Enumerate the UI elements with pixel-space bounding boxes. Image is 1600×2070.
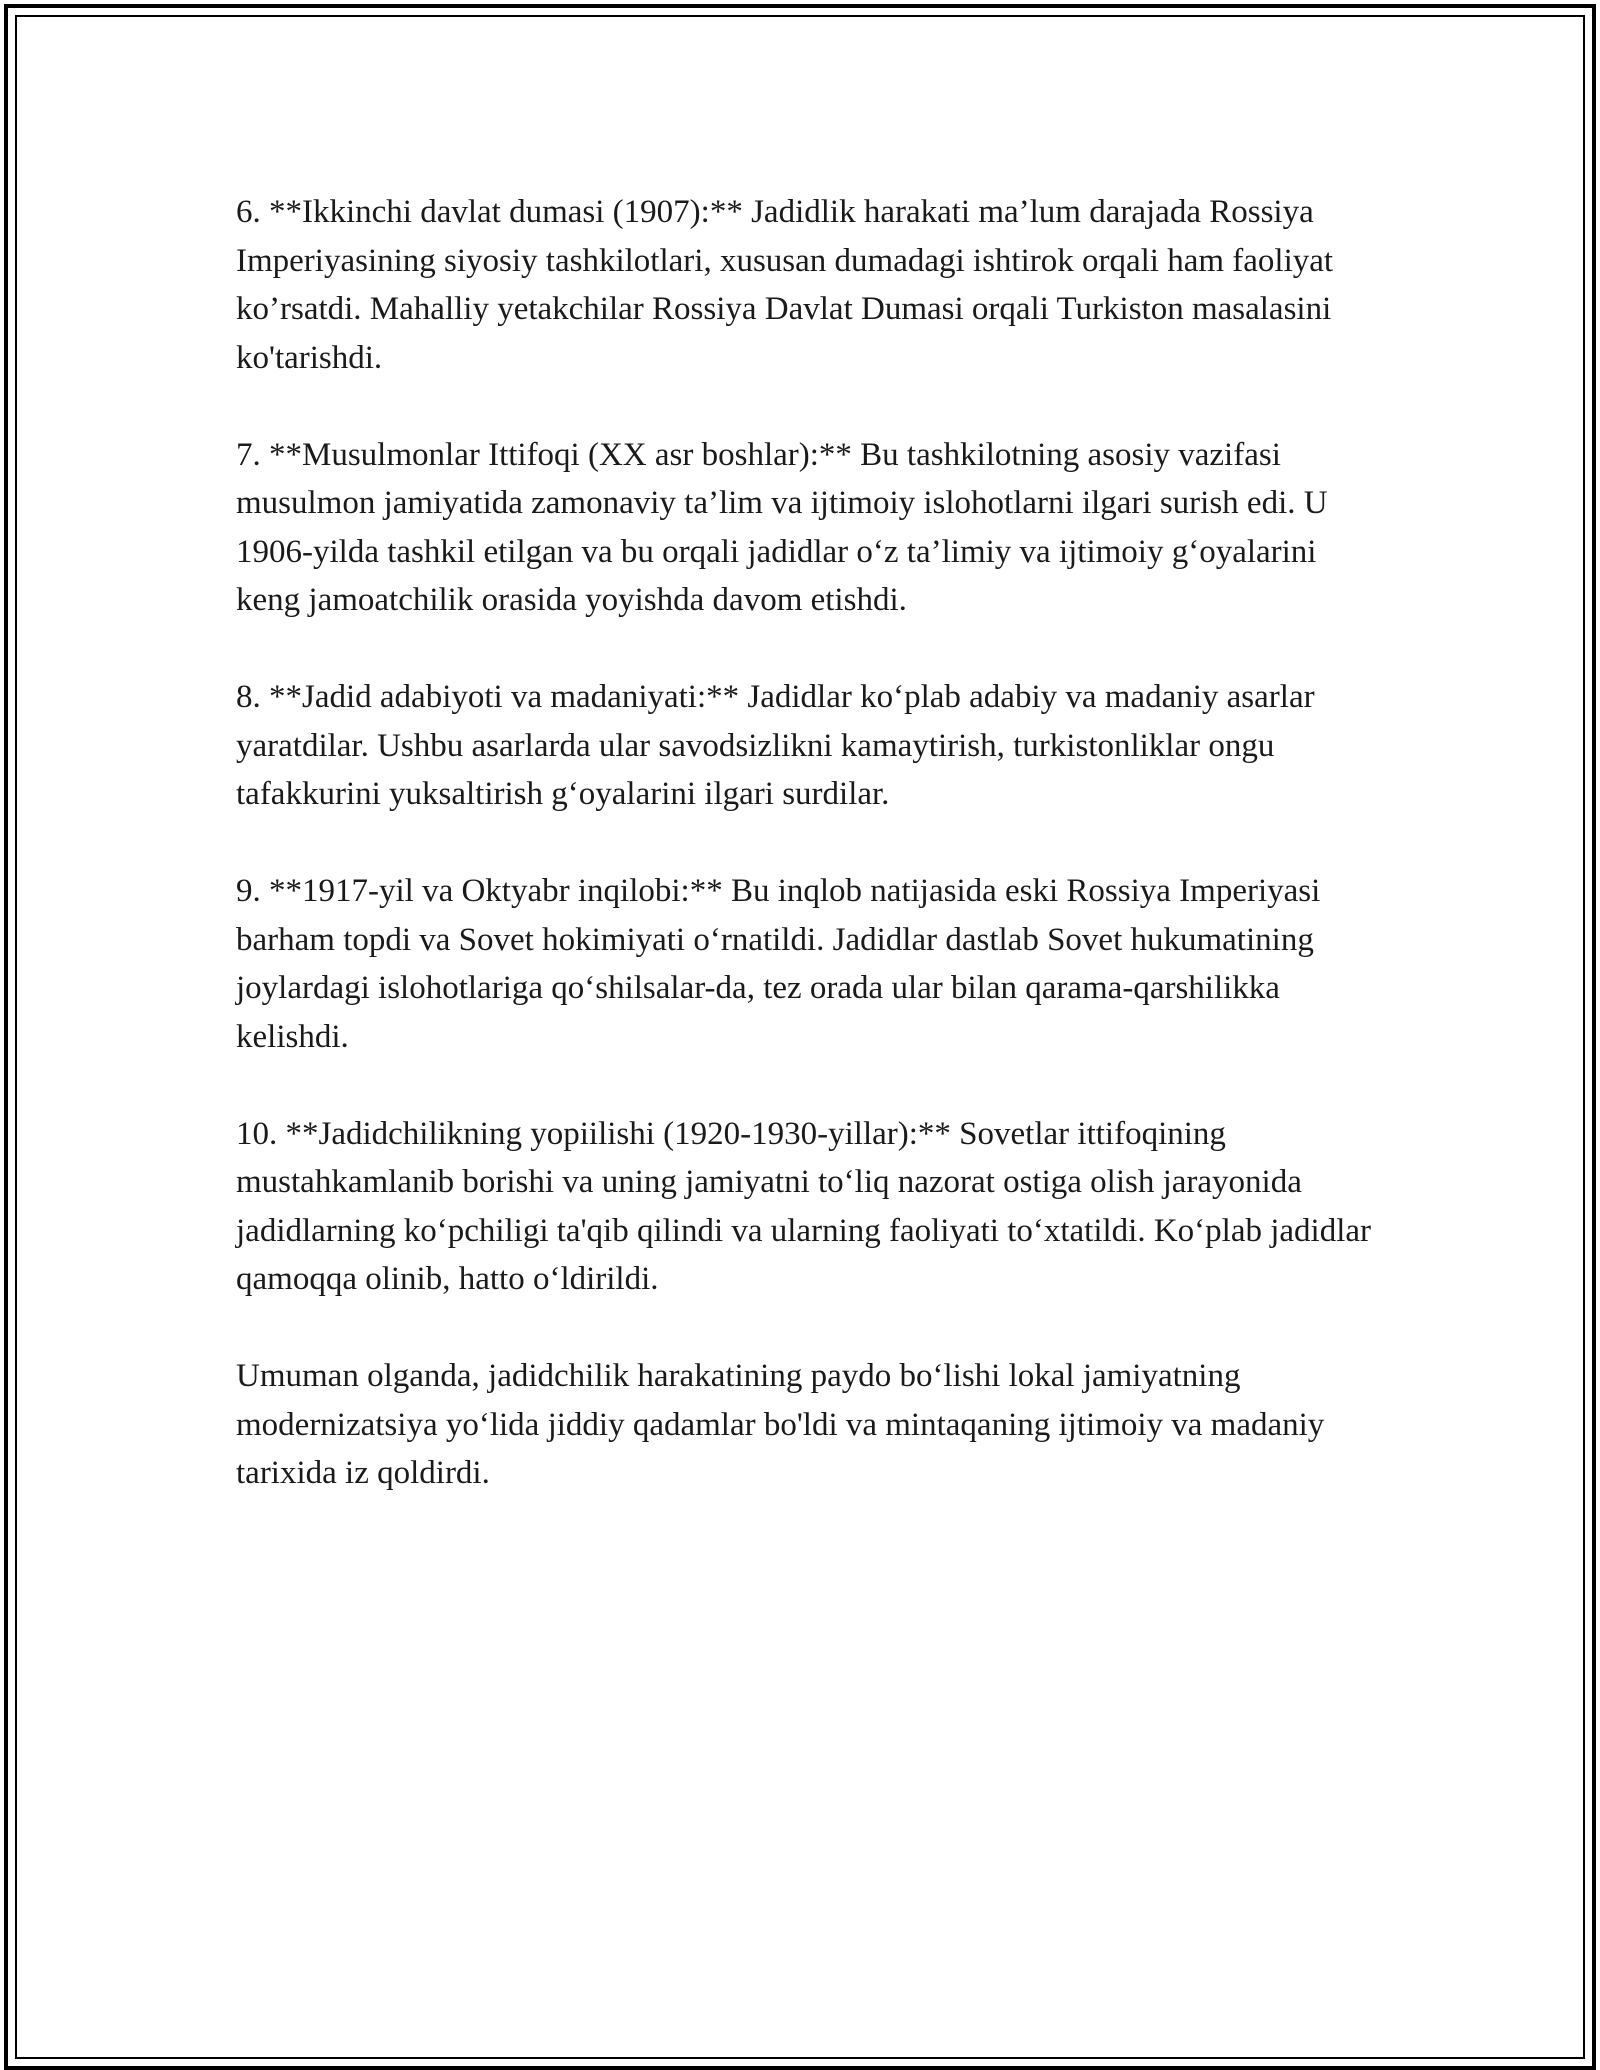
document-body — [236, 188, 1376, 1498]
paragraph-10-jadidchilik-yopilishi: 10. **Jadidchilikning yopiilishi (1920-1930-yillar):** Sovetlar ittifoqining mustahkamlanib borishi va uning jamiyatni to‘liq nazorat ostiga olish jarayonida jadidlarning ko‘pchiligi ta'qib qilindi va ularning faoliyati to‘xtatildi. Ko‘plab jadidlar qamoqqa olinib, hatto o‘ldirildi. — [236, 1115, 1372, 1297]
paragraph-7-musulmonlar-ittifoqi: 7. **Musulmonlar Ittifoqi (XX asr boshlar):** Bu tashkilotning asosiy vazifasi musulmon jamiyatida zamonaviy ta’lim va ijtimoiy islohotlarni ilgari surish edi. U 1906-yilda tashkil etilgan va bu orqali jadidlar o‘z ta’limiy va ijtimoiy g‘oyalarini keng jamoatchilik orasida yoyishda davom etishdi. — [236, 436, 1328, 618]
paragraph-6-ikkinchi-davlat-dumasi: 6. **Ikkinchi davlat dumasi (1907):** Jadidlik harakati ma’lum darajada Rossiya Imperiyasining siyosiy tashkilotlari, xususan dumadagi ishtirok orqali ham faoliyat ko’rsatdi. Mahalliy yetakchilar Rossiya Davlat Dumasi orqali Turkiston masalasini ko'tarishdi. — [236, 194, 1334, 376]
paragraph-8-jadid-adabiyoti: 8. **Jadid adabiyoti va madaniyati:** Jadidlar ko‘plab adabiy va madaniy asarlar yaratdilar. Ushbu asarlarda ular savodsizlikni kamaytirish, turkistonliklar ongu tafakkurini yuksaltirish g‘oyalarini ilgari surdilar. — [236, 679, 1315, 812]
paragraph-conclusion: Umuman olganda, jadidchilik harakatining paydo bo‘lishi lokal jamiyatning modernizatsiya yo‘lida jiddiy qadamlar bo'ldi va mintaqaning ijtimoiy va madaniy tarixida iz qoldirdi. — [236, 1358, 1325, 1491]
paragraph-9-oktyabr-inqilobi: 9. **1917-yil va Oktyabr inqilobi:** Bu inqlob natijasida eski Rossiya Imperiyasi barham topdi va Sovet hokimiyati o‘rnatildi. Jadidlar dastlab Sovet hukumatining joylardagi islohotlariga qo‘shilsalar-da, tez orada ular bilan qarama-qarshilikka kelishdi. — [236, 873, 1321, 1055]
